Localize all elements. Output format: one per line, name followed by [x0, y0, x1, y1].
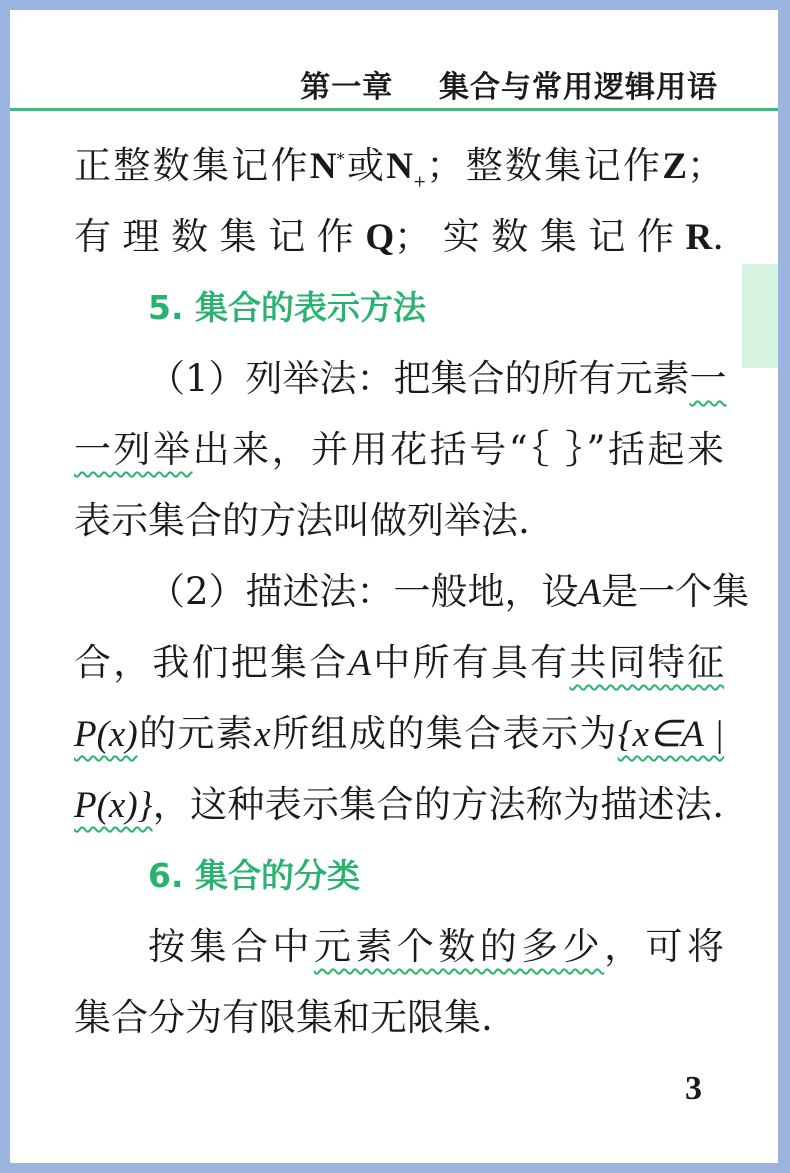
- text-segment: *: [336, 149, 345, 169]
- text-segment: 合，我们把集合: [74, 641, 349, 684]
- text-line: [74, 130, 724, 201]
- text-segment: N: [386, 146, 414, 187]
- text-segment: 表示集合的方法叫做列举法.: [74, 499, 530, 542]
- text-segment: ；实数集记作: [394, 215, 686, 258]
- text-segment: A: [578, 572, 602, 613]
- text-segment: 或: [344, 144, 387, 187]
- text-line: [74, 556, 750, 627]
- text-segment: Z: [662, 146, 688, 187]
- underlined-phrase: 一列举: [74, 428, 193, 471]
- text-segment: R: [685, 217, 713, 258]
- text-line: [74, 343, 727, 414]
- underlined-phrase: P(x): [74, 714, 138, 755]
- text-segment: ；整数集记作: [426, 144, 663, 187]
- text-segment: .: [712, 215, 724, 258]
- text-segment: Q: [365, 217, 395, 258]
- text-line: [74, 698, 724, 769]
- text-segment: （1）列举法：把集合的所有元素: [148, 357, 690, 400]
- text-body: [74, 130, 750, 1053]
- section-heading: [74, 272, 724, 343]
- text-line: [74, 201, 724, 272]
- text-line: [74, 485, 724, 556]
- page-number: 3: [685, 1070, 702, 1107]
- text-line: [74, 414, 724, 485]
- underlined-phrase: {x∈A |: [617, 714, 725, 755]
- underlined-phrase: 共同特征: [569, 641, 725, 684]
- text-segment: 正整数集记作: [74, 144, 310, 187]
- text-line: [74, 769, 724, 840]
- book-page: [10, 10, 778, 1163]
- text-segment: 按集合中: [148, 925, 314, 968]
- text-segment: ，可将: [604, 925, 725, 968]
- text-segment: 有理数集记作: [74, 215, 366, 258]
- chapter-title: 第一章 集合与常用逻辑用语: [300, 70, 718, 105]
- text-segment: A: [348, 643, 372, 684]
- page-header: [10, 10, 778, 111]
- text-segment: N: [309, 146, 337, 187]
- text-segment: 是一个集: [601, 570, 750, 613]
- text-segment: 的元素: [137, 712, 255, 755]
- chapter-side-tab: [742, 264, 778, 368]
- text-segment: 所组成的集合表示为: [270, 712, 618, 755]
- text-segment: ，这种表示集合的方法称为描述法.: [152, 783, 724, 826]
- text-line: [74, 627, 724, 698]
- text-line: [74, 911, 724, 982]
- text-segment: （2）描述法：一般地，设: [148, 570, 579, 613]
- text-line: [74, 982, 724, 1053]
- section-heading: [74, 840, 724, 911]
- text-segment: 6. 集合的分类: [148, 856, 360, 895]
- text-segment: 5. 集合的表示方法: [148, 288, 426, 327]
- underlined-phrase: P(x)}: [74, 785, 153, 826]
- text-segment: 出来，并用花括号“｛ ｝”括起来: [192, 428, 725, 471]
- text-segment: 集合分为有限集和无限集.: [74, 996, 493, 1039]
- text-segment: +: [413, 171, 427, 191]
- underlined-phrase: 一: [689, 357, 727, 400]
- text-segment: x: [254, 714, 271, 755]
- text-segment: 中所有具有: [371, 641, 570, 684]
- underlined-phrase: 元素个数的多少: [313, 925, 605, 968]
- text-segment: ；: [687, 144, 725, 187]
